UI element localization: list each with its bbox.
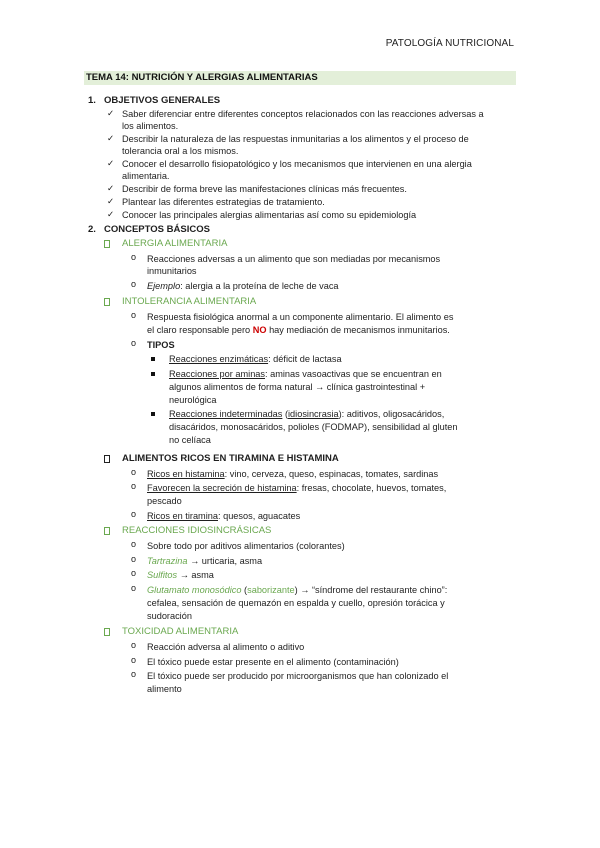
objective-3-line-1: Conocer el desarrollo fisiopatológico y los mecanismos que intervienen en una alergia bbox=[122, 159, 472, 169]
circle-bullet-icon: o bbox=[131, 640, 137, 650]
toxicidad-title: TOXICIDAD ALIMENTARIA bbox=[122, 626, 239, 637]
circle-bullet-icon: o bbox=[131, 509, 137, 519]
ricos-tiramina: Ricos en tiramina: quesos, aguacates bbox=[147, 511, 301, 521]
glutamato-line-1: Glutamato monosódico (saborizante) → “síndrome del restaurante chino”: bbox=[147, 585, 448, 595]
glutamato-line-2: cefalea, sensación de quemazón en espalda y cuello, opresión torácica y bbox=[147, 598, 445, 608]
square-bullet-icon bbox=[104, 455, 110, 463]
tipo-indeterminadas-line-3: no celíaca bbox=[169, 435, 211, 445]
alergia-def-line-2: inmunitarios bbox=[147, 266, 197, 276]
square-bullet-icon bbox=[104, 240, 110, 248]
objective-2-line-1: Describir la naturaleza de las respuestas inmunitarias a los alimentos y el proceso de bbox=[122, 134, 469, 144]
circle-bullet-icon: o bbox=[131, 568, 137, 578]
tartrazina: Tartrazina → urticaria, asma bbox=[147, 556, 263, 566]
intolerancia-def-line-1: Respuesta fisiológica anormal a un componente alimentario. El alimento es bbox=[147, 312, 454, 322]
checkmark-icon: ✓ bbox=[107, 183, 115, 193]
circle-bullet-icon: o bbox=[131, 669, 137, 679]
ricos-histamina: Ricos en histamina: vino, cerveza, queso, espinacas, tomates, sardinas bbox=[147, 469, 439, 479]
intolerancia-title: INTOLERANCIA ALIMENTARIA bbox=[122, 296, 257, 307]
square-bullet-icon bbox=[151, 372, 155, 376]
section-2-number: 2. bbox=[88, 224, 96, 235]
tipo-enzimaticas: Reacciones enzimáticas: déficit de lactasa bbox=[169, 354, 342, 364]
title-band bbox=[84, 71, 516, 85]
page-header: PATOLOGÍA NUTRICIONAL bbox=[385, 38, 514, 49]
circle-bullet-icon: o bbox=[131, 279, 137, 289]
checkmark-icon: ✓ bbox=[107, 196, 115, 206]
tipo-aminas-line-3: neurológica bbox=[169, 395, 217, 405]
toxicidad-item-2: El tóxico puede estar presente en el alimento (contaminación) bbox=[147, 657, 399, 667]
favorecen-histamina-line-2: pescado bbox=[147, 496, 182, 506]
circle-bullet-icon: o bbox=[131, 338, 137, 348]
objective-1-line-2: los alimentos. bbox=[122, 121, 179, 131]
circle-bullet-icon: o bbox=[131, 467, 137, 477]
objective-4: Describir de forma breve las manifestaciones clínicas más frecuentes. bbox=[122, 184, 407, 194]
tipo-aminas-line-2: algunos alimentos de forma natural → clínica gastrointestinal + bbox=[169, 382, 426, 392]
objective-1-line-1: Saber diferenciar entre diferentes conceptos relacionados con las reacciones adversas a bbox=[122, 109, 484, 119]
square-bullet-icon bbox=[104, 628, 110, 636]
checkmark-icon: ✓ bbox=[107, 158, 115, 168]
objective-5: Plantear las diferentes estrategias de tratamiento. bbox=[122, 197, 325, 207]
alergia-def-line-1: Reacciones adversas a un alimento que son mediadas por mecanismos bbox=[147, 254, 441, 264]
checkmark-icon: ✓ bbox=[107, 108, 115, 118]
intolerancia-def-line-2: el claro responsable pero NO hay mediación de mecanismos inmunitarios. bbox=[147, 325, 450, 335]
objective-3-line-2: alimentaria. bbox=[122, 171, 170, 181]
square-bullet-icon bbox=[104, 298, 110, 306]
circle-bullet-icon: o bbox=[131, 655, 137, 665]
objective-6: Conocer las principales alergias alimentarias así como su epidemiología bbox=[122, 210, 417, 220]
circle-bullet-icon: o bbox=[131, 481, 137, 491]
favorecen-histamina-line-1: Favorecen la secreción de histamina: fresas, chocolate, huevos, tomates, bbox=[147, 483, 447, 493]
circle-bullet-icon: o bbox=[131, 252, 137, 262]
circle-bullet-icon: o bbox=[131, 539, 137, 549]
page-title: TEMA 14: NUTRICIÓN Y ALERGIAS ALIMENTARIAS bbox=[86, 72, 318, 83]
section-2-heading: CONCEPTOS BÁSICOS bbox=[104, 224, 210, 235]
circle-bullet-icon: o bbox=[131, 310, 137, 320]
tipo-indeterminadas-line-2: disacáridos, monosacáridos, polioles (FODMAP), sensibilidad al gluten bbox=[169, 422, 458, 432]
checkmark-icon: ✓ bbox=[107, 133, 115, 143]
objective-2-line-2: tolerancia oral a los mismos. bbox=[122, 146, 239, 156]
toxicidad-item-1: Reacción adversa al alimento o aditivo bbox=[147, 642, 305, 652]
idiosincrasicas-aditivos: Sobre todo por aditivos alimentarios (colorantes) bbox=[147, 541, 345, 551]
section-1-number: 1. bbox=[88, 95, 96, 106]
toxicidad-item-3-line-2: alimento bbox=[147, 684, 182, 694]
idiosincrasicas-title: REACCIONES IDIOSINCRÁSICAS bbox=[122, 525, 272, 536]
toxicidad-item-3-line-1: El tóxico puede ser producido por microorganismos que han colonizado el bbox=[147, 671, 449, 681]
circle-bullet-icon: o bbox=[131, 583, 137, 593]
alergia-title: ALERGIA ALIMENTARIA bbox=[122, 238, 228, 249]
aminas-title: ALIMENTOS RICOS EN TIRAMINA E HISTAMINA bbox=[122, 453, 339, 464]
checkmark-icon: ✓ bbox=[107, 209, 115, 219]
square-bullet-icon bbox=[151, 357, 155, 361]
sulfitos: Sulfitos → asma bbox=[147, 570, 214, 580]
section-1-heading: OBJETIVOS GENERALES bbox=[104, 95, 221, 106]
alergia-example: Ejemplo: alergia a la proteína de leche de vaca bbox=[147, 281, 339, 291]
square-bullet-icon bbox=[151, 412, 155, 416]
tipo-aminas-line-1: Reacciones por aminas: aminas vasoactivas que se encuentran en bbox=[169, 369, 442, 379]
square-bullet-icon bbox=[104, 527, 110, 535]
tipos-heading: TIPOS bbox=[147, 340, 175, 350]
circle-bullet-icon: o bbox=[131, 554, 137, 564]
glutamato-line-3: sudoración bbox=[147, 611, 192, 621]
tipo-indeterminadas-line-1: Reacciones indeterminadas (idiosincrasia): aditivos, oligosacáridos, bbox=[169, 409, 445, 419]
